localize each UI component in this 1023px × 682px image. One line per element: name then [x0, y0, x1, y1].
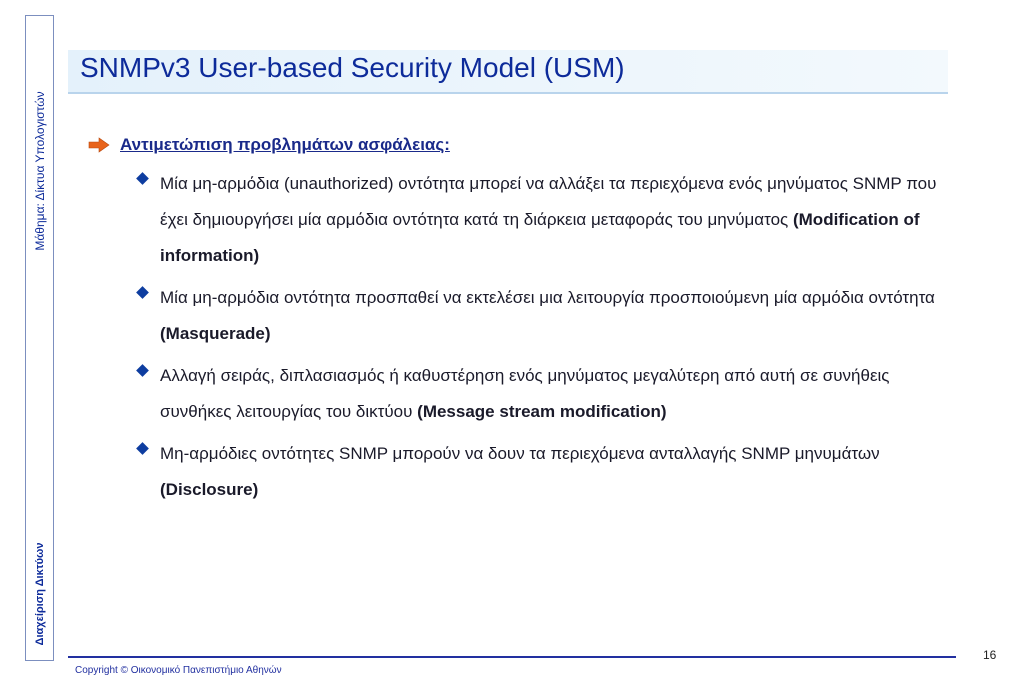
title-bar	[68, 50, 948, 94]
page-number: 16	[983, 648, 997, 662]
sidebar-frame	[25, 15, 54, 661]
diamond-bullet-icon	[136, 364, 149, 377]
diamond-bullet-icon	[136, 172, 149, 185]
diamond-bullet-icon	[136, 286, 149, 299]
list-item-text: Μη-αρμόδιες οντότητες SNMP μπορούν να δουν τα περιεχόμενα ανταλλαγής SNMP μηνυμάτων (Disclosure)	[160, 444, 880, 499]
main-point	[88, 130, 958, 160]
list-item-text: Αλλαγή σειράς, διπλασιασμός ή καθυστέρηση ενός μηνύματος μεγαλύτερη από αυτή σε συνήθεις συνθήκες λειτουργίας του δικτύου (Message stream modification)	[160, 366, 890, 421]
list-item-text: Μία μη-αρμόδια οντότητα προσπαθεί να εκτελέσει μια λειτουργία προσποιούμενη μία αρμόδια οντότητα (Masquerade)	[160, 288, 935, 343]
arrow-right-icon	[88, 137, 110, 153]
course-label: Μάθημα: Δίκτυα Υπολογιστών	[32, 91, 47, 251]
main-point-label: Αντιμετώπιση προβλημάτων ασφάλειας:	[120, 135, 450, 154]
slide-content	[88, 130, 958, 508]
list-item	[88, 280, 958, 352]
diamond-bullet-icon	[136, 442, 149, 455]
list-item	[88, 358, 958, 430]
footer-divider	[68, 656, 956, 658]
list-item	[88, 166, 958, 274]
section-label: Διαχείριση Δικτύων	[33, 542, 46, 646]
list-item-text: Μία μη-αρμόδια (unauthorized) οντότητα μπορεί να αλλάξει τα περιεχόμενα ενός μηνύματος SNMP που έχει δημιουργήσει μία αρμόδια οντότητα κατά τη διάρκεια μεταφοράς του μηνύματος (Modification of information)	[160, 174, 937, 265]
list-item	[88, 436, 958, 508]
slide-title: SNMPv3 User-based Security Model (USM)	[80, 52, 625, 83]
copyright-text: Copyright © Οικονομικό Πανεπιστήμιο Αθηνών	[75, 665, 282, 676]
